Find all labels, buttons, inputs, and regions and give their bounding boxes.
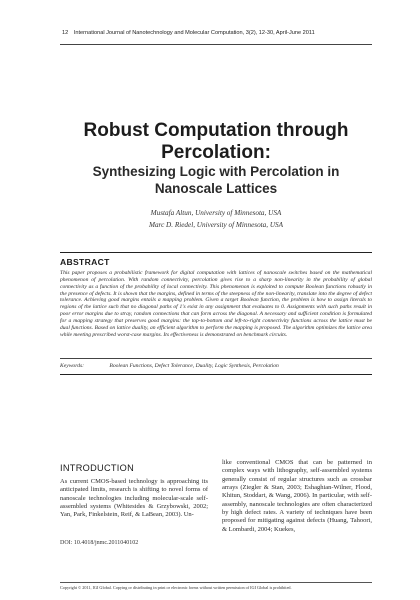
introduction-heading: INTRODUCTION <box>60 463 135 473</box>
copyright-notice: Copyright © 2011, IGI Global. Copying or distributing in print or electronic forms without written permission of IGI Global is prohibited. <box>60 585 292 590</box>
author-list <box>60 207 372 231</box>
running-head <box>62 30 372 36</box>
abstract-heading: ABSTRACT <box>60 257 110 267</box>
paper-subtitle: Synthesizing Logic with Percolation in Nanoscale Lattices <box>92 164 340 196</box>
author-line: Mustafa Altun, University of Minnesota, USA <box>150 209 282 217</box>
journal-citation: International Journal of Nanotechnology and Molecular Computation, 3(2), 12-30, April-June 2011 <box>73 30 315 36</box>
keywords-list: Boolean Functions, Defect Tolerance, Duality, Logic Synthesis, Percolation <box>109 363 279 369</box>
keywords-divider <box>60 374 372 375</box>
doi-line: DOI: 10.4018/jnmc.2011040102 <box>60 540 139 546</box>
keywords-line <box>60 363 372 369</box>
abstract-body: This paper proposes a probabilistic framework for digital computation with lattices of nanoscale switches based on the mathematical phenomenon of percolation. With random connectivity, percolation gives rise to a sharp non-linearity in the probability of global connectivity as a function of the probability of local connectivity. This phenomenon is exploited to compute Boolean functions robustly in the presence of defects. It is shown that the margins, defined in terms of the steepness of the non-linearity, translate into the degree of defect tolerance. Achieving good margins entails a mapping problem. Given a target Boolean function, the problem is how to assign literals to regions of the lattice such that no diagonal paths of 1's exist in any assignment that evaluates to 0. Assignments with such paths result in poor error margins due to stray, random connections that can form across the diagonal. A necessary and sufficient condition is formulated for a mapping strategy that preserves good margins: the top-to-bottom and left-to-right connectivity functions across the lattice must be dual functions. Based on lattice duality, an efficient algorithm to perform the mapping is proposed. The algorithm optimizes the lattice area while meeting prescribed worst-case margins. Its effectiveness is demonstrated on benchmark circuits. <box>60 270 372 338</box>
footer-divider <box>60 582 372 583</box>
page-number: 12 <box>62 30 69 36</box>
keywords-label: Keywords: <box>60 363 85 369</box>
header-divider <box>60 44 372 45</box>
abstract-top-divider <box>60 252 372 253</box>
author-line: Marc D. Riedel, University of Minnesota, USA <box>148 221 284 229</box>
abstract-bottom-divider <box>60 358 372 359</box>
introduction-left-column: As current CMOS-based technology is approaching its anticipated limits, research is shifting to novel forms of nanoscale technologies including molecular-scale self-assembled systems (Whitesides & Grzybowski, 2002; Yan, Park, Finkelstein, Reif, & LaBean, 2003). Un- <box>60 478 208 519</box>
introduction-right-column: like conventional CMOS that can be patterned in complex ways with lithography, self-assembled systems generally consist of regular structures such as crossbar arrays (Ziegler & Stan, 2003; Eshaghian-Wilner, Flood, Khitun, Stoddart, & Wang, 2006). In particular, with self-assembly, nanoscale technologies are often characterized by high defect rates. A variety of techniques have been proposed for mitigating against defects (Huang, Tahoori, & Lombardi, 2004; Kuekes, <box>222 459 372 533</box>
paper-title: Robust Computation through Percolation: <box>83 120 349 163</box>
